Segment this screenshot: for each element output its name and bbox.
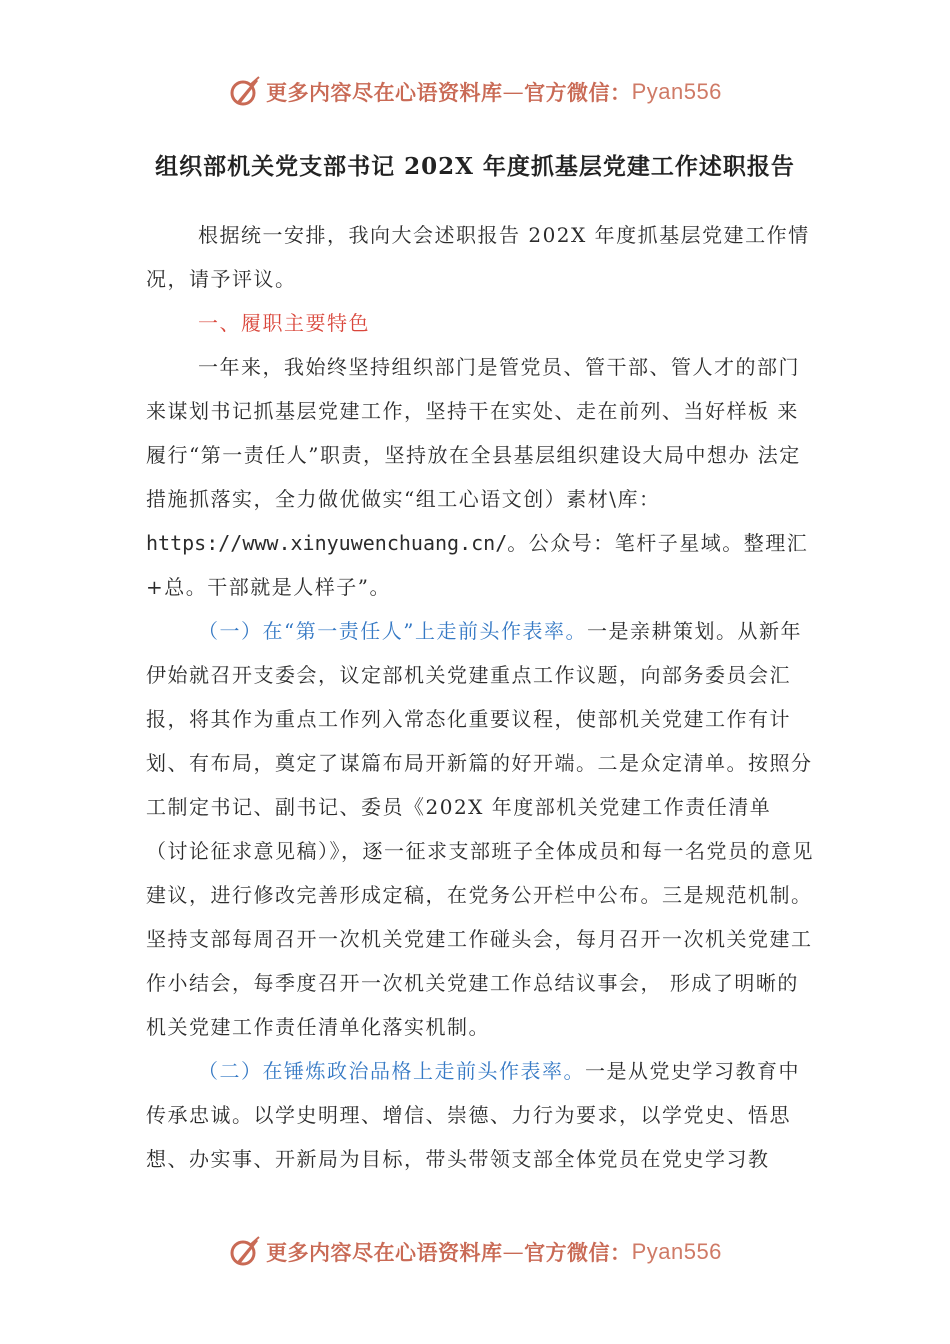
- paragraph-overview: [146, 345, 814, 609]
- banner-slogan: 更多内容尽在心语资料库: [266, 80, 503, 105]
- overview-text: 一年来，我始终坚持组织部门是管党员、管干部、管人才的部门来谋划书记抓基层党建工作，坚持干在实处、走在前列、当好样板 来履行“第一责任人”职责，坚持放在全县基层组织建设大局中想办 法定措施抓落实，全力做优做实“组工心语文创）素材\库：: [146, 355, 801, 511]
- banner-slogan: 更多内容尽在心语资料库: [266, 1240, 503, 1265]
- banner-wechat-id: Pyan556: [631, 1239, 722, 1264]
- banner-wechat-label: 官方微信：: [524, 80, 632, 105]
- subsection-2-heading: （二）在锤炼政治品格上走前头作表率。: [198, 1059, 585, 1083]
- paragraph-subsection-1: [146, 609, 814, 1049]
- banner-separator: —: [502, 1240, 525, 1264]
- banner-wechat-id: Pyan556: [631, 79, 722, 104]
- quill-logo-icon: [228, 1235, 262, 1269]
- paragraph-subsection-2: [146, 1049, 814, 1181]
- subsection-1-body: 一是亲耕策划。从新年伊始就召开支委会，议定部机关党建重点工作议题，向部务委员会汇报，将其作为重点工作列入常态化重要议程，使部机关党建工作有计划、有布局，奠定了谋篇布局开新篇的好开端。二是众定清单。按照分工制定书记、副书记、委员《202X 年度部机关党建工作责任清单（讨论征求意见稿）》，逐一征求支部班子全体成员和每一名党员的意见建议，进行修改完善形成定稿，在党务公开栏中公布。三是规范机制。坚持支部每周召开一次机关党建工作碰头会，每月召开一次机关党建工作小结会，每季度召开一次机关党建工作总结议事会， 形成了明晰的机关党建工作责任清单化落实机制。: [146, 619, 814, 1039]
- section-heading: 一、履职主要特色: [198, 311, 370, 335]
- banner-wechat-label: 官方微信：: [524, 1240, 632, 1265]
- document-title: 组织部机关党支部书记 202X 年度抓基层党建工作述职报告: [155, 153, 795, 180]
- banner-separator: —: [502, 80, 525, 104]
- subsection-2-body: 一是从党史学习教育中传承忠诚。以学史明理、增信、崇德、力行为要求，以学党史、悟思想、办实事、开新局为目标，带头带领支部全体党员在党史学习教: [146, 1059, 800, 1171]
- subsection-1-heading: （一）在“第一责任人”上走前头作表率。: [198, 619, 587, 643]
- document-body: [146, 213, 814, 1181]
- intro-paragraph: 根据统一安排，我向大会述职报告 202X 年度抓基层党建工作情况，请予评议。: [146, 223, 810, 291]
- header-banner: [0, 72, 950, 112]
- quill-logo-icon: [228, 75, 262, 109]
- footer-banner: [0, 1232, 950, 1272]
- overview-text-end: 。公众号：笔杆子星域。整理汇+总。干部就是人样子”。: [146, 531, 809, 599]
- source-url: https://www.xinyuwenchuang.cn/: [146, 531, 508, 555]
